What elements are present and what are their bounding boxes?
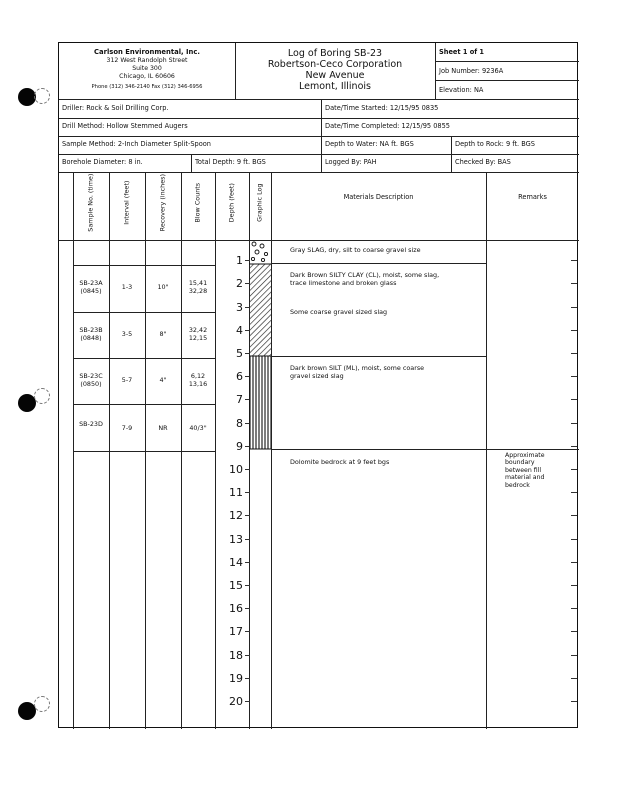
depth-label: 18 [229,648,243,662]
remarks-line: between fill [505,466,542,474]
col-interval: Interval (feet) [122,180,131,225]
depth-label: 1 [236,254,243,268]
client-name: Robertson-Ceco Corporation [267,59,403,70]
remarks-tick [571,376,577,377]
sample-recovery: 8" [159,330,167,338]
remarks-tick [571,655,577,656]
company-suite: Suite 300 [132,65,162,72]
material-line: Gray SLAG, dry, silt to coarse gravel size [290,246,421,254]
depth-to-rock: Depth to Rock: 9 ft. BGS [455,140,535,148]
material-coarse-gravel [290,308,387,316]
checked-by: Checked By: BAS [455,158,511,166]
material-line: Dark brown SILT (ML), moist, some coarse [290,364,425,372]
slag-fill-symbol [251,242,267,262]
depth-label: 4 [236,323,243,337]
remarks-tick [571,330,577,331]
date-started: Date/Time Started: 12/15/95 0835 [325,104,439,112]
sample-blows: 13,16 [188,380,208,388]
elevation: Elevation: NA [439,86,484,94]
silt-vertical-lines [249,356,271,449]
remarks-tick [571,283,577,284]
remarks-text [505,452,545,489]
company-phone: Phone (312) 346-2140 Fax (312) 346-6956 [91,84,203,90]
remarks-tick [571,562,577,563]
sample-interval: 3-5 [121,330,133,338]
remarks-line: boundary [505,459,535,467]
material-silty-clay [290,271,439,287]
total-depth: Total Depth: 9 ft. BGS [195,158,266,166]
col-remarks: Remarks [518,193,547,201]
sample-blows: 6,12 [190,372,206,380]
depth-label: 5 [236,347,243,360]
binder-hole-ring-middle [34,388,50,404]
material-bedrock [290,458,389,466]
col-graphic-log: Graphic Log [255,183,264,222]
binder-hole-ring-top [34,88,50,104]
remarks-tick [571,585,577,586]
depth-label: 13 [229,532,243,546]
sample-time: (0848) [80,334,102,342]
remarks-tick [571,307,577,308]
col-materials: Materials Description [343,193,414,201]
sample-id: SB-23B [79,326,103,334]
drill-method: Drill Method: Hollow Stemmed Augers [62,122,188,130]
sample-blows: 40/3" [189,424,207,432]
sample-id: SB-23A [79,279,103,287]
job-number: Job Number: 9236A [439,67,504,75]
col-blow-counts: Blow Counts [193,182,202,223]
col-recovery: Recovery (inches) [158,174,167,232]
remarks-tick [571,260,577,261]
sample-recovery: NR [158,424,168,432]
remarks-line: Approximate [505,452,545,459]
depth-to-water: Depth to Water: NA ft. BGS [325,140,414,148]
remarks-tick [571,469,577,470]
material-silt [290,364,424,380]
depth-label: 7 [236,393,243,407]
depth-label: 8 [236,416,243,430]
remarks-tick [571,492,577,493]
date-completed: Date/Time Completed: 12/15/95 0855 [325,122,450,130]
depth-label: 16 [229,602,243,616]
sample-interval: 7-9 [121,424,133,432]
sheet-number: Sheet 1 of 1 [439,48,485,56]
company-name: Carlson Environmental, Inc. [94,48,200,56]
sample-id: SB-23C [79,372,103,380]
binder-hole-ring-bottom [34,696,50,712]
remarks-tick [571,423,577,424]
depth-label: 17 [229,625,243,639]
depth-label: 9 [236,439,243,453]
sample-id: SB-23D [79,420,103,428]
remarks-tick [571,701,577,702]
logged-by: Logged By: PAH [325,158,377,166]
remarks-tick [571,515,577,516]
depth-label: 11 [229,486,243,500]
depth-label: 6 [236,370,243,384]
sample-method: Sample Method: 2-Inch Diameter Split-Spoon [62,140,211,148]
depth-label: 14 [229,555,243,569]
depth-label: 15 [229,579,243,592]
boring-log-sheet [58,42,578,728]
remarks-line: material and [505,474,545,482]
company-street: 312 West Randolph Street [106,57,188,64]
col-sample-no: Sample No. (time) [86,173,95,232]
remarks-tick [571,608,577,609]
material-line: gravel sized slag [290,372,344,380]
site-name: New Avenue [305,70,365,81]
depth-label: 2 [236,277,243,291]
sample-recovery: 4" [159,376,167,384]
material-line: trace limestone and broken glass [290,279,397,287]
sample-blows: 12,15 [188,334,208,342]
company-city: Chicago, IL 60606 [119,73,175,80]
sample-time: (0850) [80,380,102,388]
site-location: Lemont, Illinois [299,81,371,92]
depth-label: 20 [229,695,243,708]
col-depth: Depth (feet) [227,183,236,223]
driller: Driller: Rock & Soil Drilling Corp. [62,104,169,112]
sample-blows: 15,41 [188,279,208,287]
remarks-tick [571,678,577,679]
sample-blows: 32,42 [188,326,208,334]
depth-label: 12 [229,509,243,523]
material-line: Some coarse gravel sized slag [290,308,388,316]
borehole-diameter: Borehole Diameter: 8 in. [62,158,143,166]
remarks-tick [571,539,577,540]
remarks-tick [571,399,577,400]
sample-interval: 1-3 [121,283,133,291]
graphic-log [249,240,271,729]
sample-interval: 5-7 [121,376,133,384]
material-slag [290,246,421,254]
sample-recovery: 10" [157,283,169,291]
remarks-tick [571,446,577,447]
silty-clay-hatch [249,264,271,356]
sample-blows: 32,28 [188,287,208,295]
depth-label: 19 [229,671,243,685]
depth-label: 10 [229,463,243,476]
material-line: Dark Brown SILTY CLAY (CL), moist, some slag, [290,271,440,279]
depth-label: 3 [236,300,243,314]
remarks-tick [571,353,577,354]
log-title: Log of Boring SB-23 [287,48,383,59]
remarks-line: bedrock [505,481,530,489]
material-line: Dolomite bedrock at 9 feet bgs [290,458,390,466]
sample-time: (0845) [80,287,102,295]
remarks-tick [571,631,577,632]
